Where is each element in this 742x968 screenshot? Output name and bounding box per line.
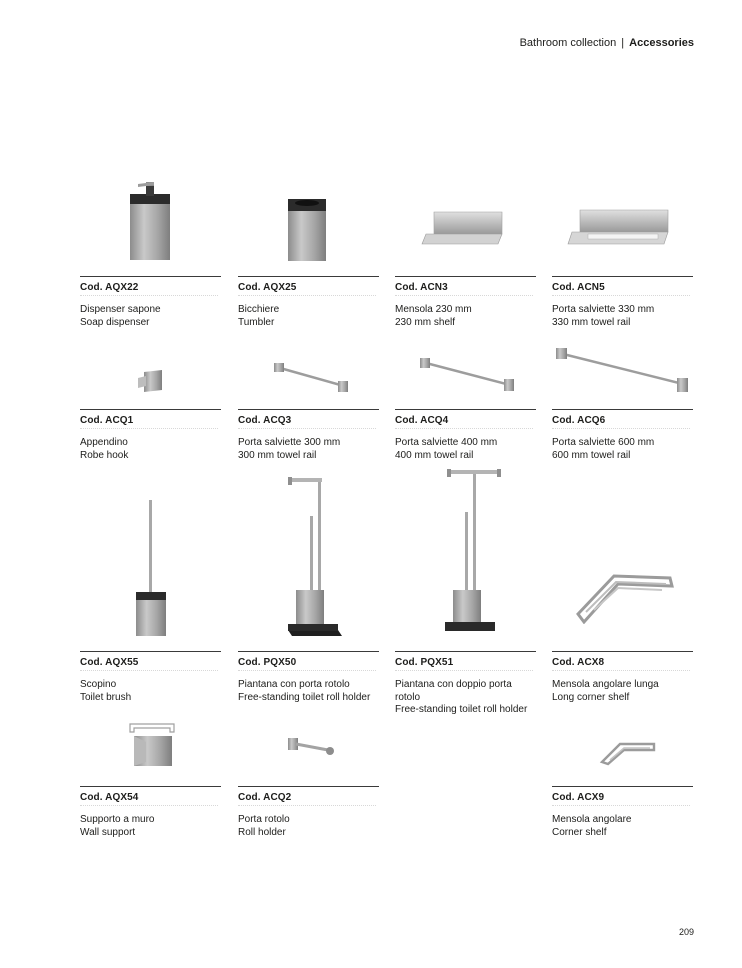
product-pqx50 bbox=[238, 651, 379, 704]
towel-rail-400-image bbox=[418, 355, 518, 395]
divider bbox=[395, 651, 536, 652]
product-description bbox=[80, 679, 221, 704]
product-acn5 bbox=[552, 276, 693, 329]
desc-english: 300 mm towel rail bbox=[238, 449, 317, 461]
shelf-230-image bbox=[418, 208, 508, 250]
product-acx8 bbox=[552, 651, 693, 704]
desc-italian: Mensola angolare lunga bbox=[552, 679, 659, 690]
product-acq1 bbox=[80, 409, 221, 462]
divider bbox=[80, 786, 221, 787]
desc-italian: Porta salviette 400 mm bbox=[395, 437, 498, 448]
divider bbox=[238, 786, 379, 787]
desc-english: Wall support bbox=[80, 826, 136, 838]
product-code: Cod. ACX9 bbox=[552, 792, 605, 803]
roll-holder-image bbox=[286, 736, 336, 758]
product-code: Cod. AQX54 bbox=[80, 792, 139, 803]
product-description bbox=[238, 679, 379, 704]
product-acx9 bbox=[552, 786, 693, 839]
desc-italian: Porta rotolo bbox=[238, 814, 290, 825]
desc-english: Free-standing toilet roll holder bbox=[395, 704, 528, 715]
product-code: Cod. ACQ3 bbox=[238, 415, 292, 426]
desc-english: Free-standing toilet roll holder bbox=[238, 691, 371, 703]
dotted-rule bbox=[80, 805, 218, 806]
product-code: Cod. ACQ1 bbox=[80, 415, 134, 426]
desc-english: Robe hook bbox=[80, 449, 129, 461]
desc-italian: Piantana con doppio porta bbox=[395, 679, 512, 690]
product-description bbox=[238, 304, 379, 329]
product-description bbox=[80, 304, 221, 329]
desc-english: Soap dispenser bbox=[80, 316, 150, 328]
product-code: Cod. PQX50 bbox=[238, 657, 297, 668]
towel-rail-330-image bbox=[566, 206, 672, 252]
divider bbox=[80, 651, 221, 652]
divider bbox=[80, 276, 221, 277]
product-description bbox=[552, 437, 693, 462]
product-description bbox=[238, 814, 379, 839]
desc-italian: Porta salviette 300 mm bbox=[238, 437, 341, 448]
dotted-rule bbox=[552, 805, 690, 806]
header-separator: | bbox=[621, 37, 625, 49]
product-description bbox=[395, 679, 536, 717]
product-code: Cod. ACX8 bbox=[552, 657, 605, 668]
product-description bbox=[80, 437, 221, 462]
dotted-rule bbox=[238, 428, 376, 429]
corner-shelf-image bbox=[598, 738, 658, 766]
product-description bbox=[552, 679, 693, 704]
divider bbox=[80, 409, 221, 410]
header-category: Accessories bbox=[629, 37, 694, 49]
divider bbox=[552, 276, 693, 277]
dotted-rule bbox=[552, 295, 690, 296]
product-description bbox=[80, 814, 221, 839]
divider bbox=[238, 651, 379, 652]
desc-english: Toilet brush bbox=[80, 691, 132, 703]
divider bbox=[395, 276, 536, 277]
tumbler-image bbox=[280, 193, 336, 263]
dotted-rule bbox=[80, 670, 218, 671]
desc-english: 230 mm shelf bbox=[395, 316, 456, 328]
desc-english: 400 mm towel rail bbox=[395, 449, 474, 461]
product-acq4 bbox=[395, 409, 536, 462]
desc-italian-cont: rotolo bbox=[395, 691, 421, 703]
product-description bbox=[238, 437, 379, 462]
product-pqx51 bbox=[395, 651, 536, 717]
divider bbox=[395, 409, 536, 410]
product-code: Cod. ACQ4 bbox=[395, 415, 449, 426]
product-code: Cod. ACN3 bbox=[395, 282, 448, 293]
desc-english: 600 mm towel rail bbox=[552, 449, 631, 461]
desc-english: Tumbler bbox=[238, 316, 275, 328]
dotted-rule bbox=[395, 428, 533, 429]
desc-italian: Scopino bbox=[80, 679, 117, 690]
page-header bbox=[520, 37, 694, 49]
desc-english: 330 mm towel rail bbox=[552, 316, 631, 328]
product-description bbox=[395, 304, 536, 329]
soap-dispenser-image bbox=[118, 176, 184, 262]
desc-english: Roll holder bbox=[238, 826, 286, 838]
desc-english: Corner shelf bbox=[552, 826, 607, 838]
product-description bbox=[395, 437, 536, 462]
product-aqx55 bbox=[80, 651, 221, 704]
desc-english: Long corner shelf bbox=[552, 691, 630, 703]
product-acn3 bbox=[395, 276, 536, 329]
dotted-rule bbox=[238, 670, 376, 671]
dotted-rule bbox=[238, 805, 376, 806]
desc-italian: Mensola angolare bbox=[552, 814, 632, 825]
desc-italian: Bicchiere bbox=[238, 304, 280, 315]
product-code: Cod. AQX25 bbox=[238, 282, 297, 293]
towel-rail-600-image bbox=[553, 344, 693, 396]
desc-italian: Mensola 230 mm bbox=[395, 304, 472, 315]
product-code: Cod. PQX51 bbox=[395, 657, 454, 668]
dotted-rule bbox=[80, 295, 218, 296]
desc-italian: Supporto a muro bbox=[80, 814, 155, 825]
product-code: Cod. ACQ6 bbox=[552, 415, 606, 426]
divider bbox=[552, 786, 693, 787]
product-code: Cod. ACQ2 bbox=[238, 792, 292, 803]
dotted-rule bbox=[552, 670, 690, 671]
product-acq2 bbox=[238, 786, 379, 839]
toilet-brush-image bbox=[130, 498, 174, 638]
desc-italian: Porta salviette 600 mm bbox=[552, 437, 655, 448]
product-aqx54 bbox=[80, 786, 221, 839]
double-toilet-roll-stand-image bbox=[443, 466, 503, 638]
dotted-rule bbox=[238, 295, 376, 296]
product-code: Cod. AQX55 bbox=[80, 657, 139, 668]
desc-italian: Piantana con porta rotolo bbox=[238, 679, 350, 690]
desc-italian: Dispenser sapone bbox=[80, 304, 161, 315]
dotted-rule bbox=[395, 670, 533, 671]
divider bbox=[238, 409, 379, 410]
product-code: Cod. AQX22 bbox=[80, 282, 139, 293]
desc-italian: Appendino bbox=[80, 437, 128, 448]
product-description bbox=[552, 304, 693, 329]
divider bbox=[552, 409, 693, 410]
header-section: Bathroom collection bbox=[519, 37, 617, 49]
dotted-rule bbox=[395, 295, 533, 296]
product-acq6 bbox=[552, 409, 693, 462]
dotted-rule bbox=[552, 428, 690, 429]
product-code: Cod. ACN5 bbox=[552, 282, 605, 293]
long-corner-shelf-image bbox=[574, 572, 676, 624]
dotted-rule bbox=[80, 428, 218, 429]
towel-rail-300-image bbox=[272, 360, 352, 394]
divider bbox=[552, 651, 693, 652]
wall-support-image bbox=[124, 722, 180, 770]
desc-italian: Porta salviette 330 mm bbox=[552, 304, 655, 315]
product-acq3 bbox=[238, 409, 379, 462]
robe-hook-image bbox=[136, 368, 168, 394]
page-number: 209 bbox=[678, 927, 694, 937]
product-description bbox=[552, 814, 693, 839]
product-aqx22 bbox=[80, 276, 221, 329]
product-aqx25 bbox=[238, 276, 379, 329]
toilet-roll-stand-image bbox=[286, 472, 342, 638]
divider bbox=[238, 276, 379, 277]
